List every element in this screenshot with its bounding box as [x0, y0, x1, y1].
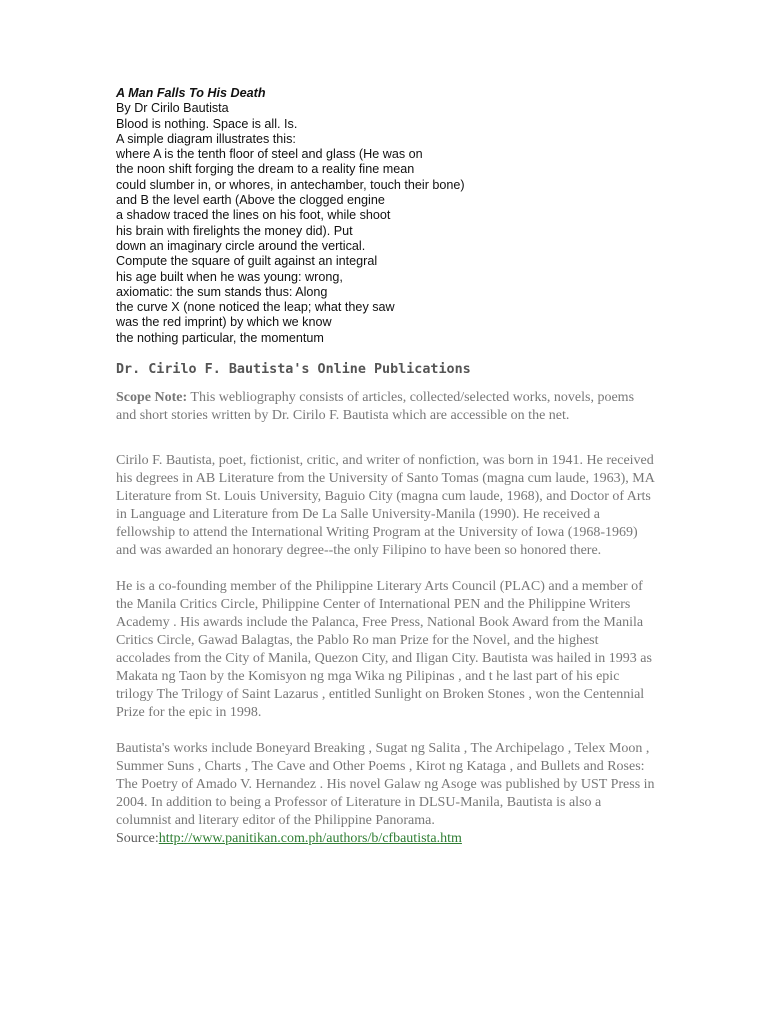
poem-line: was the red imprint) by which we know — [116, 315, 332, 330]
poem-line: down an imaginary circle around the vertical. — [116, 238, 366, 253]
poem-line: and B the level earth (Above the clogged engine — [116, 193, 385, 208]
awards-paragraph: He is a co-founding member of the Philippine Literary Arts Council (PLAC) and a member of the Manila Critics Circle, Philippine Center of International PEN and the Philippine Writers Academy . His awards include the Palanca, Free Press, National Book Award from the Manila Critics Circle, Gawad Balagtas, the Pablo Ro man Prize for the Novel, and the highest accolades from the City of Manila, Quezon City, and Iligan City. Bautista was hailed in 1993 as Makata ng Taon by the Komisyon ng mga Wika ng Pilipinas , and t he last part of his epic trilogy The Trilogy of Saint Lazarus , entitled Sunlight on Broken Stones , won the Centennial Prize for the epic in 1998. — [116, 579, 652, 721]
works-paragraph: Bautista's works include Boneyard Breaking , Sugat ng Salita , The Archipelago , Telex Moon , Summer Suns , Charts , The Cave and Other Poems , Kirot ng Kataga , and Bullets and Roses: The Poetry of Amado V. Hernandez . His novel Galaw ng Asoge was published by UST Press in 2004. In addition to being a Professor of Literature in DLSU-Manila, Bautista is also a columnist and literary editor of the Philippine Panorama. — [116, 741, 655, 829]
poem-byline: By Dr Cirilo Bautista — [116, 101, 229, 116]
scope-note-label: Scope Note: — [116, 390, 188, 406]
publications-body — [116, 389, 656, 848]
poem-title: A Man Falls To His Death — [116, 86, 266, 100]
poem-line: where A is the tenth floor of steel and glass (He was on — [116, 147, 423, 162]
document-page — [116, 86, 656, 848]
scope-note-text: This webliography consists of articles, collected/selected works, novels, poems and short stories written by Dr. Cirilo F. Bautista which are accessible on the net. — [116, 390, 635, 424]
poem-line: Blood is nothing. Space is all. Is. — [116, 116, 298, 131]
scope-note — [116, 389, 656, 425]
poem-line: his age built when he was young: wrong, — [116, 269, 343, 284]
poem-line: his brain with firelights the money did). Put — [116, 223, 353, 238]
source-line — [116, 830, 656, 848]
poem-line: could slumber in, or whores, in antechamber, touch their bone) — [116, 177, 465, 192]
poem-line: axiomatic: the sum stands thus: Along — [116, 284, 328, 299]
publications-heading: Dr. Cirilo F. Bautista's Online Publications — [116, 362, 471, 378]
source-label: Source: — [116, 831, 159, 847]
bio-paragraph: Cirilo F. Bautista, poet, fictionist, critic, and writer of nonfiction, was born in 1941. He received his degrees in AB Literature from the University of Santo Tomas (magna cum laude, 1963), MA Literature from St. Louis University, Baguio City (magna cum laude, 1968), and Doctor of Arts in Language and Literature from De La Salle University-Manila (1990). He received a fellowship to attend the International Writing Program at the University of Iowa (1968-1969) and was awarded an honorary degree--the only Filipino to have been so honored there. — [116, 453, 655, 559]
poem-line: the noon shift forging the dream to a reality fine mean — [116, 162, 415, 177]
source-link[interactable]: http://www.panitikan.com.ph/authors/b/cfbautista.htm — [158, 831, 462, 847]
poem-line: a shadow traced the lines on his foot, while shoot — [116, 208, 391, 223]
poem-line: Compute the square of guilt against an integral — [116, 254, 378, 269]
poem-block — [116, 86, 656, 346]
poem-line: A simple diagram illustrates this: — [116, 131, 296, 146]
poem-line: the curve X (none noticed the leap; what they saw — [116, 300, 395, 315]
poem-line: the nothing particular, the momentum — [116, 330, 324, 345]
